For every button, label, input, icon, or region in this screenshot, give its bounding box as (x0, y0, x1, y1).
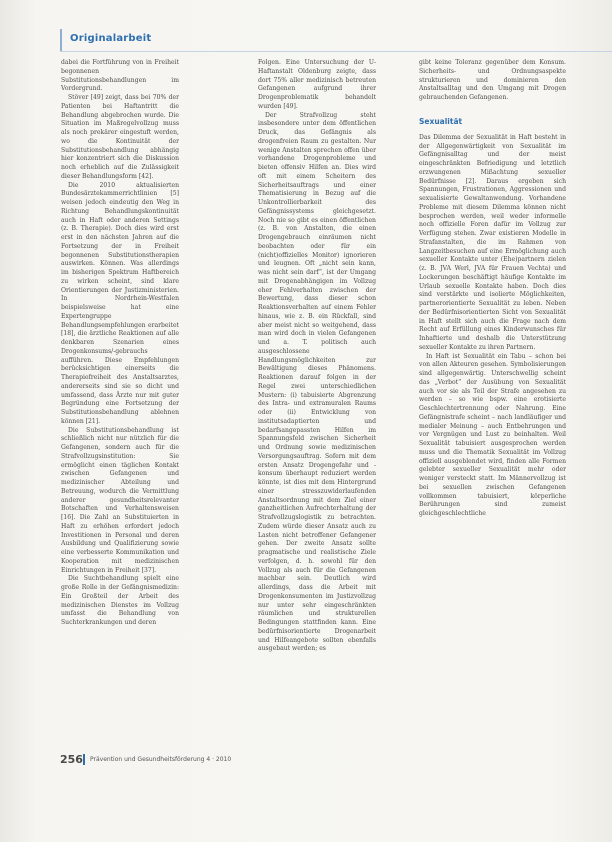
section-title: Originalarbeit (70, 33, 152, 44)
text-column-1 (61, 59, 179, 759)
section-heading: Sexualität (419, 116, 463, 126)
paragraph: Stöver [49] zeigt, dass bei 70% der Patienten bei Haftantritt die Behandlung abgebrochen wurde. Die Situation im Maßregelvollzug muss als noch prekärer eingestuft werden, wo die Kontinuität der Substitutionsbehandlung abhängig hier konzentriert sich die Diskussion noch erheblich auf die Zulässigkeit dieser Behandlungsform [42]. (61, 94, 179, 180)
header-divider (60, 51, 612, 52)
paragraph: Das Dilemma der Sexualität in Haft besteht in der Allgegenwärtigkeit von Sexualität im Gefängnisalltag und der meist eingeschränkten Befriedigung und letztlich erzwungenen Mißachtung sexueller Bedürfnisse [2]. Daraus ergeben sich Spannungen, Frustrationen, Aggressionen und sexualisierte Gewaltanwendung. Vorhandene Probleme mit diesem Dilemma können nicht besprochen werden, weil weder informelle noch offizielle Foren dafür im Vollzug zur Verfügung stehen. Zwar existieren Modelle in Strafanstalten, die im Rahmen von Langzeitbesuchen auf eine Ermöglichung auch sexueller Kontakte unter (Ehe)partnern zielen (z. B. JVA Werl, JVA für Frauen Vechta) und Lockerungen beschäftigt häufige Kontakte im Urlaub sexuelle Kontakte haben. Doch dies sind verstärkte und isolierte Möglichkeiten, partnerorientierte Sexualität zu leben. Neben der Bedürfnisorientierten Sicht von Sexualität in Haft stellt sich auch die Frage nach dem Recht auf Erfüllung eines Kinderwunsches für Inhaftierte und deshalb die Unterstützung sexueller Kontakte zu ihren Partnern. (419, 133, 566, 351)
text-column-2 (258, 59, 376, 759)
footer-divider (83, 754, 85, 765)
paragraph: Folgen. Eine Untersuchung der U-Haftanstalt Oldenburg zeigte, dass dort 75% aller medizinisch betreuten Gefangenen aufgrund ihrer Drogenproblematik behandelt wurden [49]. (258, 59, 376, 110)
journal-citation: Prävention und Gesundheitsförderung 4 · 2010 (90, 756, 232, 763)
page-number: 256 (60, 753, 83, 766)
paragraph: dabei die Fortführung von in Freiheit begonnenen Substitutionsbehandlungen im Vordergrund. (61, 59, 179, 93)
paragraph: Die Suchtbehandlung spielt eine große Rolle in der Gefängnismedizin: Ein Großteil der Arbeit des medizinischen Dienstes im Vollzug umfasst die Behandlung von Suchterkrankungen und deren (61, 575, 179, 626)
section-header (60, 29, 612, 51)
text-column-3 (419, 59, 566, 759)
paragraph: Der Strafvollzug steht insbesondere unter dem öffentlichen Druck, das Gefängnis als drogenfreien Raum zu gestalten. Nur wenige Anstalten sprechen offen über vorhandene Drogenprobleme und bieten offensiv Hilfen an. Dies wird oft mit einem Scheitern des Sicherheitsauftrags und einer Thematisierung in Bezug auf die Unkontrollierbarkeit des Gefängnissystems gleichgesetzt. Noch nie so gibt es einen öffentlichen (z. B. von Anstalten, die einen Drogengebrauch einräumen nicht beobachten oder für ein (nicht)offizielles Monitor) ignorieren und leugnen. Oft „nicht sein kann, was nicht sein darf“, ist der Umgang mit Drogenabhängigen im Vollzug eher Fehlverhalten zwischen der Bewertung, dass dieser schon Reaktionsverhalten auf einem Fehler hinaus, wie z. B. ein Rückfall, sind aber meist nicht so weitgehend, dass man wird doch in vielen Gefangenen und a. T. politisch auch ausgeschlossene Handlungsmöglichkeiten zur Bewältigung dieses Phänomens. Reaktionen darauf folgen in der Regel zwei unterschiedlichen Mustern: (i) tabuisierte Abgrenzung des Intra- und extramuralen Raums oder (ii) Entwicklung von institutsadaptierten und bedarfsangepassten Hilfen im Spannungsfeld zwischen Sicherheit und Ordnung sowie medizinischen Versorgungsauftrag. Sofern mit dem ersten Ansatz Drogengefahr und -konsum überhaupt reduziert werden könnte, ist dies mit dem Hintergrund einer stresszuwiderlaufenden Anstaltsordnung mit dem Ziel einer ganzheitlichen Aufrechterhaltung der Strafvollzugslogistik zu betrachten. Zudem würde dieser Ansatz auch zu Lasten nicht betroffener Gefangener gehen. Der zweite Ansatz sollte pragmatische und realistische Ziele verfolgen, d. h. sowohl für den Vollzug als auch für die Gefangenen machbar sein. Deutlich wird allerdings, dass die Arbeit mit Drogenkonsumenten im Justizvollzug nur unter sehr eingeschränkten räumlichen und strukturellen Bedingungen stattfinden kann. Eine bedürfnisorientierte Drogenarbeit und Hilfeangebote sollten ebenfalls ausgebaut werden; es (258, 111, 376, 653)
paragraph: Die 2010 aktualisierten Bundesärztekammerrichtlinien [5] weisen jedoch eindeutig den Weg in Richtung Behandlungskontinuität auch in Haft oder anderen Settings (z. B. Therapie). Doch dies wird erst erst in den nächsten Jahren auf die Fortsetzung der in Freiheit begonnenen Substitutionstherapien auswirken. Können. Was allerdings im bisherigen Spektrum Haftbereich zu wirken scheint, sind klare Orientierungen der Justizministerien. In Nordrhein-Westfalen beispielsweise hat eine Expertengruppe Behandlungsempfehlungen erarbeitet [18], die ärztliche Reaktionen auf alle denkbaren Szenarien eines Drogenkonsums/-gebrauchs aufführen. Diese Empfehlungen berücksichtigen einerseits die Therapiefreiheit des Anstaltsarztes, andererseits sind sie so dicht und umfassend, dass Ärzte nur mit guter Begründung eine Fortsetzung der Substitutionsbehandlung ablehnen können [21]. (61, 181, 179, 425)
paragraph: gibt keine Toleranz gegenüber dem Konsum. Sicherheits- und Ordnungsaspekte strukturieren und dominieren den Anstaltsalltag und den Umgang mit Drogen gebrauchenden Gefangenen. (419, 59, 566, 101)
paragraph: In Haft ist Sexualität ein Tabu – schon bei von allen Akteuren gesehen. Symbolisierungen sind allgegenwärtig. Unterschwellig scheint das „Verbot“ der Ausübung von Sexualität auch vor sie als Teil der Strafe angesehen zu werden – so wie bspw. eine erotisierte Geschlechtertrennung oder Nahrung. Eine Gefängnistrafe scheint – nach landläufiger und medialer Meinung – auch Entbehrungen und vor Vergnügen und Lust zu beinhalten. Weil Sexualität tabuisiert ausgesprochen werden muss und die Thematik Sexualität im Vollzug offiziell ausgeblendet wird, finden alle Formen gelebter sexueller Sexualität mehr oder weniger versteckt statt. Im Männervollzug ist bei sexuellen zwischen Gefangenen vollkommen tabuisiert, körperliche Berührungen sind zumeist gleichgeschlechtliche (419, 352, 566, 517)
paragraph: Die Substitutionsbehandlung ist schließlich nicht nur nützlich für die Gefangenen, sondern auch für die Strafvollzugsinstitution: Sie ermöglicht einen täglichen Kontakt zwischen Gefangenen und medizinischer Abteilung und Betreuung, wodurch die Vermittlung anderer gesundheitsrelevanter Botschaften und Verhaltensweisen [16]. Die Zahl an Substituierten in Haft zu erhöhen erfordert jedoch Investitionen in Personal und deren Ausbildung und Qualifizierung sowie eine verbesserte Kommunikation und Kooperation mit medizinischen Einrichtungen in Freiheit [37]. (61, 426, 179, 574)
